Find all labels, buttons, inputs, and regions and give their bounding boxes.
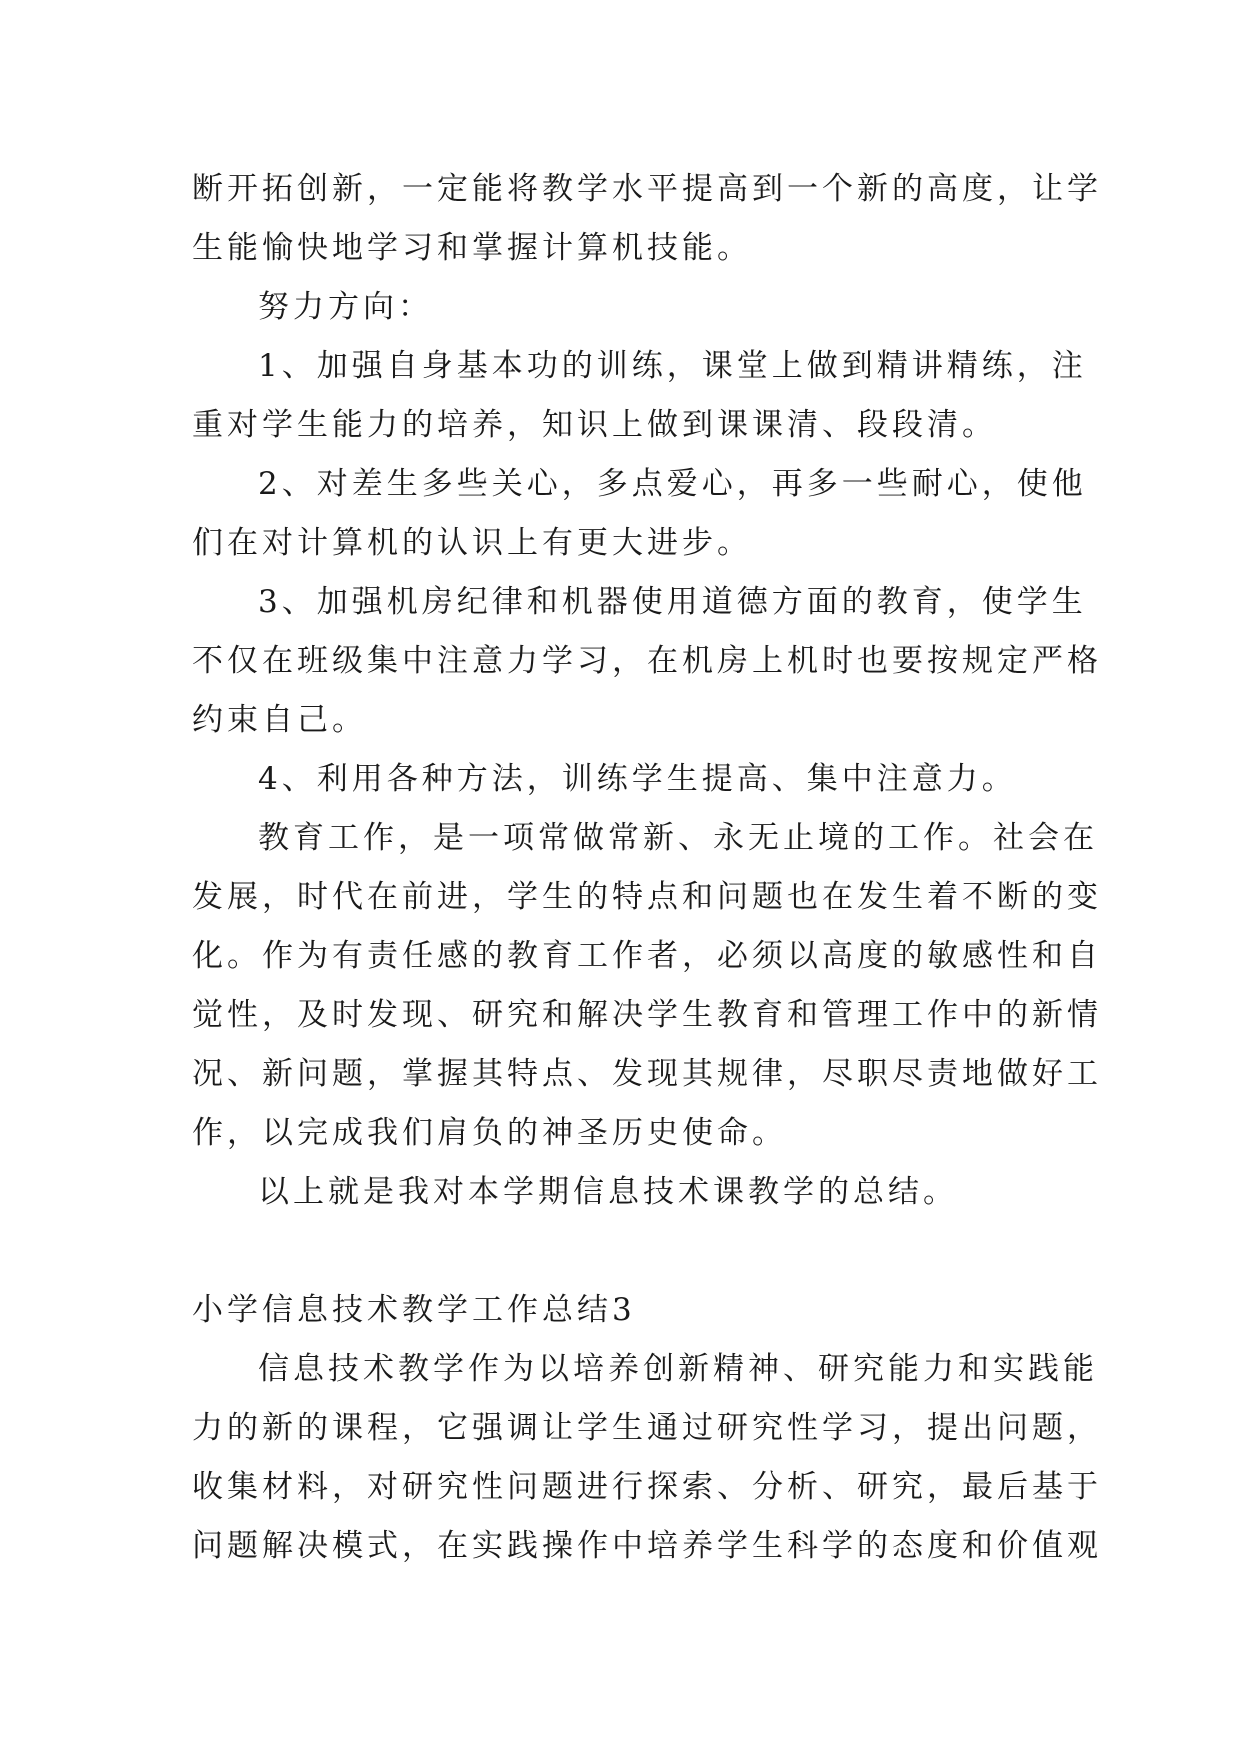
text-line: 问题解决模式，在实践操作中培养学生科学的态度和价值观 — [192, 1528, 1102, 1564]
text-line: 不仅在班级集中注意力学习，在机房上机时也要按规定严格 — [192, 643, 1102, 679]
text-line: 4、利用各种方法，训练学生提高、集中注意力。 — [258, 761, 1017, 797]
text-line: 努力方向： — [258, 289, 433, 325]
text-line: 们在对计算机的认识上有更大进步。 — [192, 525, 752, 561]
text-line: 收集材料，对研究性问题进行探索、分析、研究，最后基于 — [192, 1469, 1102, 1505]
text-line: 况、新问题，掌握其特点、发现其规律，尽职尽责地做好工 — [192, 1056, 1102, 1092]
paragraph-gap — [192, 1222, 1052, 1281]
text-line: 化。作为有责任感的教育工作者，必须以高度的敏感性和自 — [192, 938, 1102, 974]
text-line: 2、对差生多些关心，多点爱心，再多一些耐心，使他 — [258, 466, 1087, 502]
text-line: 力的新的课程，它强调让学生通过研究性学习，提出问题， — [192, 1410, 1102, 1446]
text-line: 3、加强机房纪律和机器使用道德方面的教育，使学生 — [258, 584, 1087, 620]
text-line: 断开拓创新，一定能将教学水平提高到一个新的高度，让学 — [192, 171, 1102, 207]
text-line: 作，以完成我们肩负的神圣历史使命。 — [192, 1115, 787, 1151]
text-line: 重对学生能力的培养，知识上做到课课清、段段清。 — [192, 407, 997, 443]
text-line: 约束自己。 — [192, 702, 367, 738]
text-line: 信息技术教学作为以培养创新精神、研究能力和实践能 — [258, 1351, 1098, 1387]
text-line: 教育工作，是一项常做常新、永无止境的工作。社会在 — [258, 820, 1098, 856]
text-line: 1、加强自身基本功的训练，课堂上做到精讲精练，注 — [258, 348, 1087, 384]
text-line: 生能愉快地学习和掌握计算机技能。 — [192, 230, 752, 266]
document-body — [192, 160, 1102, 1576]
text-line: 发展，时代在前进，学生的特点和问题也在发生着不断的变 — [192, 879, 1102, 915]
text-line: 觉性，及时发现、研究和解决学生教育和管理工作中的新情 — [192, 997, 1102, 1033]
text-line: 以上就是我对本学期信息技术课教学的总结。 — [258, 1174, 958, 1210]
section-heading: 小学信息技术教学工作总结3 — [192, 1292, 636, 1328]
